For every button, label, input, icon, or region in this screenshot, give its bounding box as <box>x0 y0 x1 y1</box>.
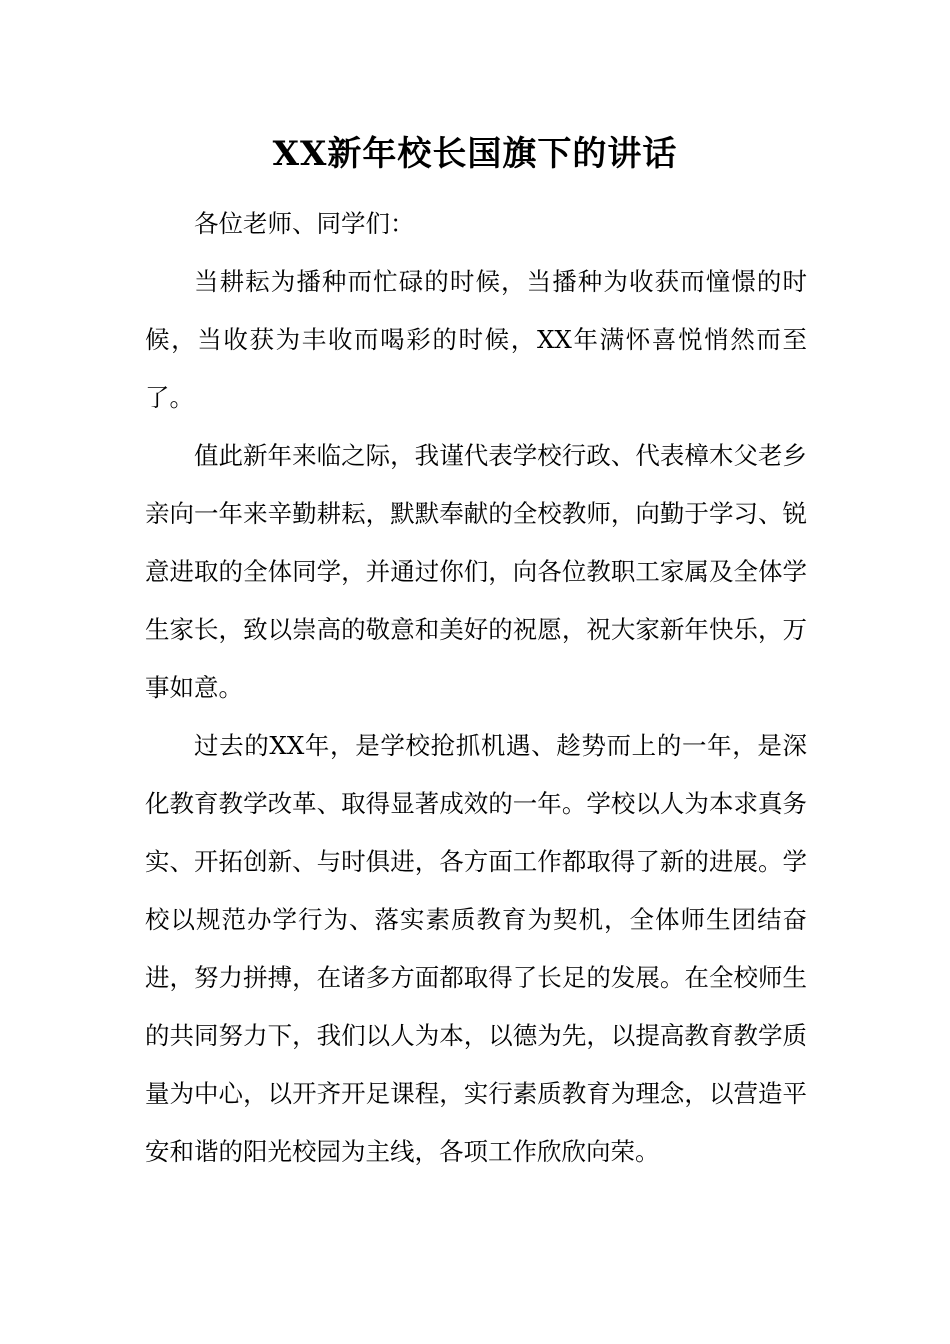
body-paragraph: 值此新年来临之际，我谨代表学校行政、代表樟木父老乡亲向一年来辛勤耕耘，默默奉献的全校教师，向勤于学习、锐意进取的全体同学，并通过你们，向各位教职工家属及全体学生家长，致以崇高的敬意和美好的祝愿，祝大家新年快乐，万事如意。 <box>145 441 807 702</box>
salutation-paragraph: 各位老师、同学们： <box>194 209 415 238</box>
body-paragraph: 当耕耘为播种而忙碌的时候，当播种为收获而憧憬的时候，当收获为丰收而喝彩的时候，XX年满怀喜悦悄然而至了。 <box>145 267 807 412</box>
document-body <box>145 195 807 1181</box>
document-title: XX新年校长国旗下的讲话 <box>272 134 678 174</box>
body-paragraph: 过去的XX年，是学校抢抓机遇、趁势而上的一年，是深化教育教学改革、取得显著成效的一年。学校以人为本求真务实、开拓创新、与时俱进，各方面工作都取得了新的进展。学校以规范办学行为、落实素质教育为契机，全体师生团结奋进，努力拼搏，在诸多方面都取得了长足的发展。在全校师生的共同努力下，我们以人为本，以德为先，以提高教育教学质量为中心，以开齐开足课程，实行素质教育为理念，以营造平安和谐的阳光校园为主线，各项工作欣欣向荣。 <box>145 731 807 1166</box>
